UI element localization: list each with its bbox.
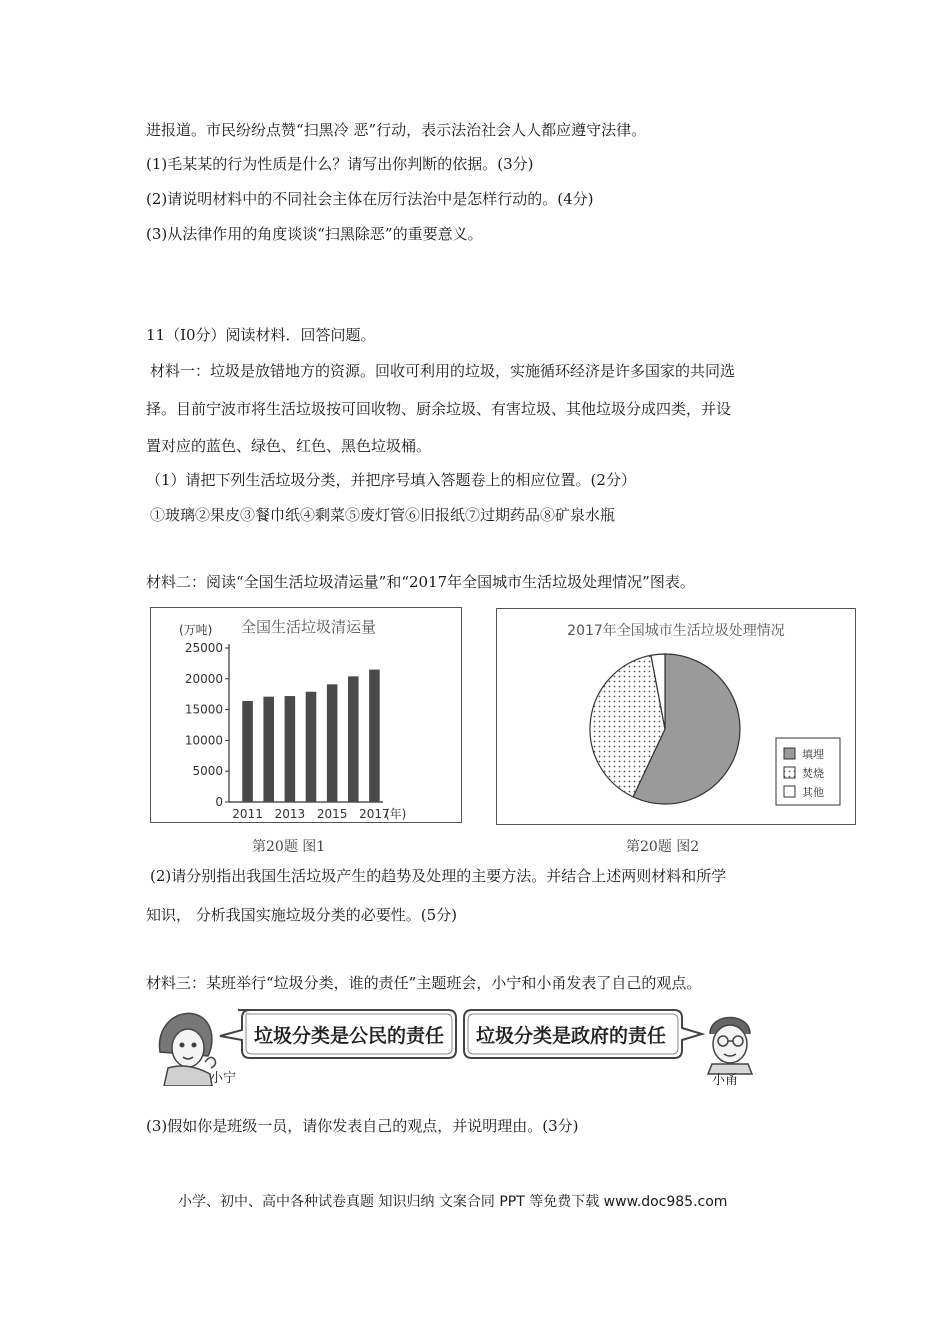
bar-ytick-label: 20000 — [184, 671, 223, 686]
material-1-line-3: 置对应的蓝色、绿色、红色、黑色垃圾桶。 — [146, 437, 432, 455]
left-speech-text: 垃圾分类是公民的责任 — [254, 1025, 445, 1047]
material-1-line-2: 择。目前宁波市将生活垃圾按可回收物、厨余垃圾、有害垃圾、其他垃圾分成四类，并设 — [146, 400, 732, 418]
bar — [348, 676, 359, 802]
left-name: 小宁 — [210, 1071, 237, 1086]
sub-question-2-line-1: (2)请分别指出我国生活垃圾产生的趋势及处理的主要方法。并结合上述两则材料和所学 — [150, 867, 727, 885]
bar-xtick-label: 2011 — [232, 807, 263, 821]
pie-legend-label: 其他 — [802, 786, 824, 799]
bar-chart — [151, 608, 461, 822]
bar-xlabel: (年) — [385, 807, 407, 821]
sub-question-2-line-2: 知识， 分析我国实施垃圾分类的必要性。(5分) — [146, 906, 458, 924]
question-1: (1)毛某某的行为性质是什么？请写出你判断的依据。(3分) — [146, 155, 534, 173]
bar — [306, 692, 317, 802]
pie-legend-swatch — [784, 767, 795, 778]
page-footer: 小学、初中、高中各种试卷真题 知识归纳 文案合同 PPT 等免费下载 www.doc985.com — [178, 1194, 728, 1210]
right-speech-text: 垃圾分类是政府的责任 — [476, 1025, 667, 1047]
bar-xtick-label: 2017 — [359, 807, 390, 821]
bar — [242, 701, 253, 802]
pie-chart-caption: 第20题 图2 — [626, 839, 700, 855]
text-line: 进报道。市民纷纷点赞“扫黑冷 恶”行动，表示法治社会人人都应遵守法律。 — [146, 121, 647, 139]
pie-legend-swatch — [784, 748, 795, 759]
bar — [285, 696, 296, 802]
bar-ylabel: (万吨) — [179, 623, 213, 637]
garbage-items: ①玻璃②果皮③餐巾纸④剩菜⑤废灯管⑥旧报纸⑦过期药品⑧矿泉水瓶 — [150, 506, 616, 524]
pie-title: 2017年全国城市生活垃圾处理情况 — [567, 623, 785, 639]
xiaoyong-figure — [708, 1018, 752, 1075]
pie-legend-label: 填埋 — [802, 748, 824, 761]
material-3: 材料三：某班举行“垃圾分类，谁的责任”主题班会，小宁和小甬发表了自己的观点。 — [146, 974, 702, 992]
bar-xtick-label: 2015 — [316, 807, 348, 821]
bar — [263, 697, 274, 802]
pie-chart — [497, 609, 855, 824]
question-3: (3)从法律作用的角度谈谈“扫黑除恶”的重要意义。 — [146, 225, 483, 243]
bar-ytick-label: 5000 — [192, 764, 223, 779]
question-11-heading: 11（I0分）阅读材料．回答问题。 — [146, 326, 376, 344]
pie-legend-label: 焚烧 — [802, 767, 824, 780]
bar-xtick-label: 2013 — [274, 807, 306, 821]
right-name: 小甬 — [712, 1073, 739, 1086]
bar-ytick-label: 15000 — [184, 702, 223, 717]
bar — [369, 670, 380, 802]
pie-chart-frame — [496, 608, 856, 825]
bar-title: 全国生活垃圾清运量 — [241, 618, 377, 636]
bar-ytick-label: 0 — [215, 795, 223, 809]
bar-ytick-label: 25000 — [184, 641, 223, 655]
sub-question-1: （1）请把下列生活垃圾分类，并把序号填入答题卷上的相应位置。(2分） — [146, 471, 636, 489]
pie-legend-swatch — [784, 786, 795, 797]
material-1-line-1: 材料一：垃圾是放错地方的资源。回收可利用的垃圾，实施循环经济是许多国家的共同选 — [150, 362, 736, 380]
bar-chart-frame — [150, 607, 462, 823]
material-2: 材料二：阅读“全国生活垃圾清运量”和“2017年全国城市生活垃圾处理情况”图表。 — [146, 573, 695, 591]
xiaoning-figure — [159, 1013, 215, 1086]
bar-chart-caption: 第20题 图1 — [252, 839, 326, 855]
cartoon-illustration — [150, 1004, 762, 1086]
bar — [327, 684, 338, 802]
question-2: (2)请说明材料中的不同社会主体在厉行法治中是怎样行动的。(4分) — [146, 190, 594, 208]
sub-question-3: (3)假如你是班级一员，请你发表自己的观点，并说明理由。(3分) — [146, 1117, 579, 1135]
bar-ytick-label: 10000 — [184, 733, 223, 748]
